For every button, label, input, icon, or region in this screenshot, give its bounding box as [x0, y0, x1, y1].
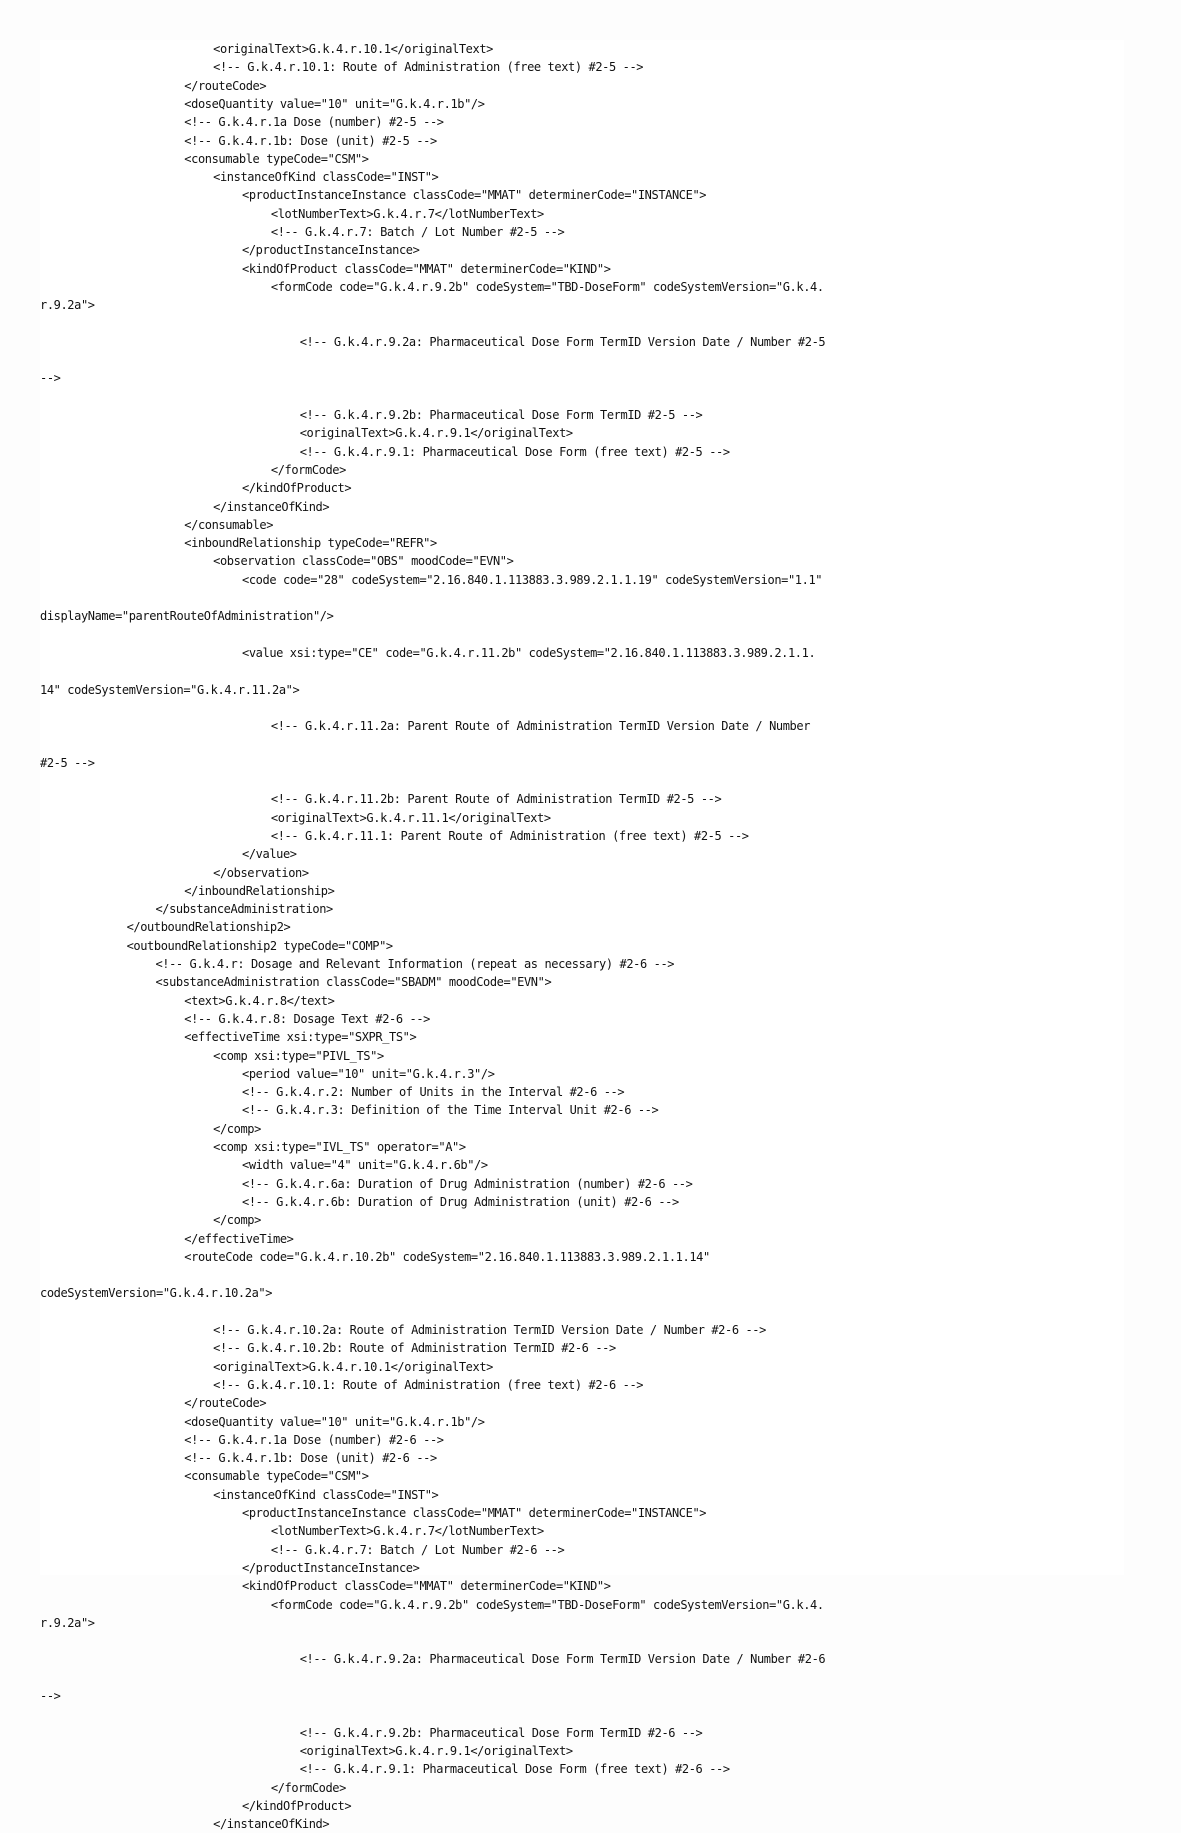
code-line: <originalText>G.k.4.r.10.1</originalText>: [213, 42, 493, 56]
code-line: <instanceOfKind classCode="INST">: [213, 1487, 439, 1502]
code-line: <!-- G.k.4.r.9.1: Pharmaceutical Dose Form (free text) #2-5 -->: [299, 444, 730, 459]
code-line: <!-- G.k.4.r.6a: Duration of Drug Administration (number) #2-6 -->: [242, 1176, 693, 1191]
code-line: <doseQuantity value="10" unit="G.k.4.r.1b"/>: [184, 1414, 485, 1429]
code-line: <!-- G.k.4.r.9.2a: Pharmaceutical Dose Form TermID Version Date / Number #2-5: [299, 334, 826, 349]
code-line: <kindOfProduct classCode="MMAT" determinerCode="KIND">: [242, 1579, 611, 1594]
code-line: displayName="parentRouteOfAdministration"/>: [40, 609, 334, 624]
code-line: <!-- G.k.4.r.10.2b: Route of Administration TermID #2-6 -->: [213, 1341, 616, 1356]
code-line: <!-- G.k.4.r.1a Dose (number) #2-6 -->: [184, 1432, 444, 1447]
code-line: <!-- G.k.4.r.1a Dose (number) #2-5 -->: [184, 115, 444, 130]
code-line: r.9.2a">: [40, 298, 95, 313]
code-line: <substanceAdministration classCode="SBADM" moodCode="EVN">: [155, 975, 552, 990]
code-line: <formCode code="G.k.4.r.9.2b" codeSystem="TBD-DoseForm" codeSystemVersion="G.k.4.: [270, 279, 824, 294]
code-line: <!-- G.k.4.r.11.2b: Parent Route of Administration TermID #2-5 -->: [270, 792, 722, 807]
code-line: </productInstanceInstance>: [242, 1560, 420, 1575]
code-line: <comp xsi:type="PIVL_TS">: [213, 1048, 384, 1063]
code-line: <!-- G.k.4.r.7: Batch / Lot Number #2-6 -->: [270, 1542, 565, 1557]
code-line: <!-- G.k.4.r.9.1: Pharmaceutical Dose Form (free text) #2-6 -->: [299, 1762, 730, 1777]
code-line: </effectiveTime>: [184, 1231, 294, 1246]
code-line: r.9.2a">: [40, 1615, 95, 1630]
code-line: <instanceOfKind classCode="INST">: [213, 170, 439, 185]
code-line: <!-- G.k.4.r.10.1: Route of Administration (free text) #2-6 -->: [213, 1377, 644, 1392]
code-line: <!-- G.k.4.r.9.2b: Pharmaceutical Dose Form TermID #2-5 -->: [299, 408, 703, 422]
code-line: </comp>: [213, 1213, 261, 1228]
code-line: </formCode>: [270, 1780, 346, 1795]
code-line: </instanceOfKind>: [213, 1817, 330, 1832]
code-line: <productInstanceInstance classCode="MMAT" determinerCode="INSTANCE">: [242, 188, 707, 203]
code-line: <!-- G.k.4.r.11.2a: Parent Route of Administration TermID Version Date / Number: [270, 719, 811, 734]
code-line: <period value="10" unit="G.k.4.r.3"/>: [242, 1066, 495, 1081]
code-line: <!-- G.k.4.r.10.1: Route of Administration (free text) #2-5 -->: [213, 60, 644, 75]
code-line: </observation>: [213, 865, 309, 880]
code-line: <observation classCode="OBS" moodCode="EVN">: [213, 554, 514, 569]
code-line: </kindOfProduct>: [242, 481, 352, 496]
code-line: <originalText>G.k.4.r.10.1</originalText>: [213, 1359, 493, 1374]
code-line: </productInstanceInstance>: [242, 243, 420, 258]
code-line: </routeCode>: [184, 78, 267, 93]
code-line: <!-- G.k.4.r.9.2a: Pharmaceutical Dose Form TermID Version Date / Number #2-6: [299, 1652, 826, 1667]
code-line: <consumable typeCode="CSM">: [184, 1469, 369, 1484]
code-line: <text>G.k.4.r.8</text>: [184, 993, 335, 1008]
code-line: </inboundRelationship>: [184, 883, 335, 898]
code-line: <originalText>G.k.4.r.9.1</originalText>: [299, 1743, 573, 1758]
code-line: <!-- G.k.4.r.6b: Duration of Drug Administration (unit) #2-6 -->: [242, 1194, 679, 1209]
code-line: <routeCode code="G.k.4.r.10.2b" codeSystem="2.16.840.1.113883.3.989.2.1.1.14": [184, 1249, 710, 1264]
code-line: -->: [40, 1689, 61, 1703]
code-line: <!-- G.k.4.r.1b: Dose (unit) #2-5 -->: [184, 133, 437, 148]
code-line: <formCode code="G.k.4.r.9.2b" codeSystem="TBD-DoseForm" codeSystemVersion="G.k.4.: [270, 1597, 824, 1612]
code-line: <!-- G.k.4.r.3: Definition of the Time Interval Unit #2-6 -->: [242, 1103, 659, 1118]
code-line: <value xsi:type="CE" code="G.k.4.r.11.2b" codeSystem="2.16.840.1.113883.3.989.2.1.1.: [242, 645, 816, 660]
code-line: <lotNumberText>G.k.4.r.7</lotNumberText>: [270, 1524, 544, 1539]
code-line: <doseQuantity value="10" unit="G.k.4.r.1b"/>: [184, 96, 485, 111]
code-line: <!-- G.k.4.r: Dosage and Relevant Information (repeat as necessary) #2-6 -->: [155, 957, 675, 971]
code-line: 14" codeSystemVersion="G.k.4.r.11.2a">: [40, 682, 300, 697]
code-line: </formCode>: [270, 462, 346, 477]
code-line: <!-- G.k.4.r.8: Dosage Text #2-6 -->: [184, 1011, 430, 1026]
code-line: <consumable typeCode="CSM">: [184, 151, 369, 166]
code-line: <comp xsi:type="IVL_TS" operator="A">: [213, 1140, 466, 1154]
code-line: <inboundRelationship typeCode="REFR">: [184, 536, 437, 551]
code-line: </substanceAdministration>: [155, 902, 333, 917]
code-line: <!-- G.k.4.r.2: Number of Units in the Interval #2-6 -->: [242, 1085, 625, 1100]
code-line: <lotNumberText>G.k.4.r.7</lotNumberText>: [270, 206, 544, 221]
xml-code-listing: [40, 40, 1124, 1832]
code-line: </kindOfProduct>: [242, 1798, 352, 1813]
code-line: <productInstanceInstance classCode="MMAT" determinerCode="INSTANCE">: [242, 1506, 707, 1520]
code-line: -->: [40, 371, 61, 386]
code-line: <!-- G.k.4.r.11.1: Parent Route of Administration (free text) #2-5 -->: [270, 828, 749, 843]
code-line: #2-5 -->: [40, 755, 95, 770]
code-line: <!-- G.k.4.r.10.2a: Route of Administration TermID Version Date / Number #2-6 -->: [213, 1323, 766, 1337]
code-line: <code code="28" codeSystem="2.16.840.1.113883.3.989.2.1.1.19" codeSystemVersion="1.1": [242, 572, 823, 587]
code-line: </instanceOfKind>: [213, 499, 330, 514]
code-line: <width value="4" unit="G.k.4.r.6b"/>: [242, 1158, 488, 1173]
code-line: </consumable>: [184, 517, 274, 532]
code-line: codeSystemVersion="G.k.4.r.10.2a">: [40, 1286, 273, 1301]
code-line: <originalText>G.k.4.r.11.1</originalText>: [270, 810, 551, 825]
code-line: <effectiveTime xsi:type="SXPR_TS">: [184, 1030, 417, 1045]
code-line: </comp>: [213, 1121, 261, 1136]
code-line: <!-- G.k.4.r.7: Batch / Lot Number #2-5 -->: [270, 225, 565, 239]
code-line: <!-- G.k.4.r.9.2b: Pharmaceutical Dose Form TermID #2-6 -->: [299, 1725, 703, 1740]
code-line: <!-- G.k.4.r.1b: Dose (unit) #2-6 -->: [184, 1451, 437, 1466]
code-line: </value>: [242, 847, 297, 862]
code-line: <kindOfProduct classCode="MMAT" determinerCode="KIND">: [242, 261, 611, 276]
code-line: </routeCode>: [184, 1396, 267, 1411]
code-line: </outboundRelationship2>: [126, 920, 291, 935]
code-line: <outboundRelationship2 typeCode="COMP">: [126, 938, 393, 953]
code-line: <originalText>G.k.4.r.9.1</originalText>: [299, 426, 573, 441]
